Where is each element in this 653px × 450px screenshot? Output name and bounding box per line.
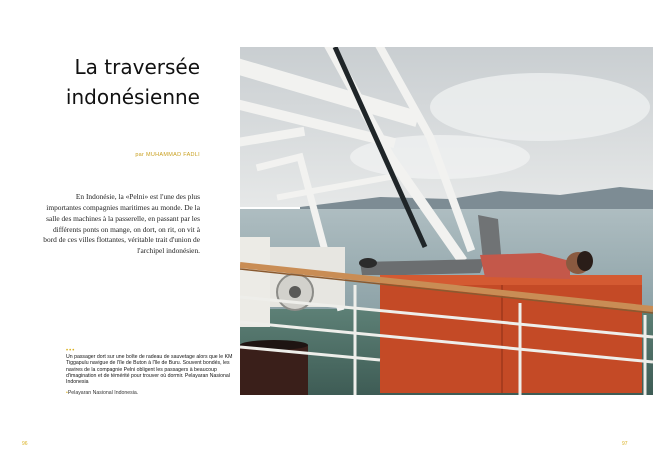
credit-text: Pelayaran Nasional Indonesia. [67,390,139,396]
ferry-deck-photo [240,47,653,395]
byline: par MUHAMMAD FADLI [135,152,200,158]
page-number-left: 96 [22,441,28,447]
article-title: La traversée indonésienne [65,55,200,109]
credit-marker: • [66,390,68,396]
photo-credit [66,390,238,396]
photo-caption: Un passager dort sur une boîte de radeau de sauvetage alors que le KM Tiggapulu navigue de l'île de Buton à l'île de Buru. Souvent bondés, les navires de la compagnie Pelni obligent les passagers à beaucoup d'imagination et de témérité pour trouver où dormir. Pelayaran Nasional Indonesia [66,354,233,386]
page-number-right: 97 [622,441,628,447]
cloud [430,73,650,141]
caption-marker: ••• [66,348,76,354]
intro-paragraph: En Indonésie, la «Pelni» est l'une des plus importantes compagnies maritimes au monde. De la salle des machines à la passerelle, en passant par les différents ponts on mange, on dort, on rit, on vit à bord de ces villes flottantes, véritable trait d'union de l'archipel indonésien. [43,192,200,255]
